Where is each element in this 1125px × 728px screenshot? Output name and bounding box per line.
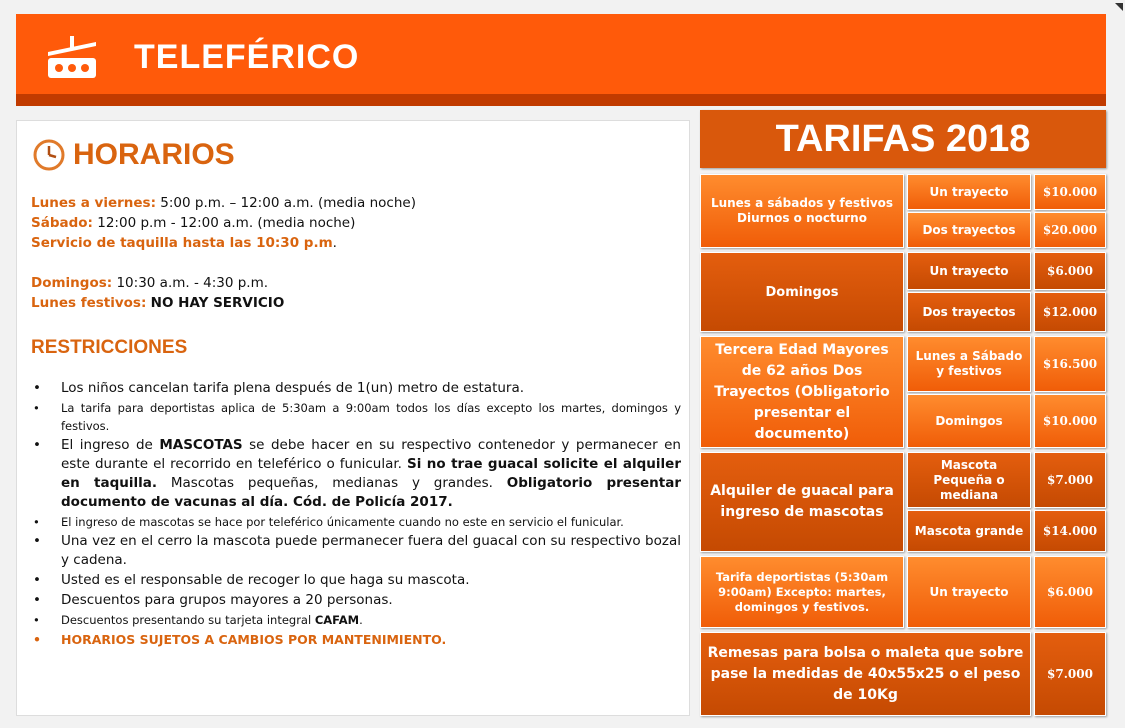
tarifa-group-label: Tercera Edad Mayores de 62 años Dos Trayectos (Obligatorio presentar el documento) — [700, 336, 904, 448]
list-item: • HORARIOS SUJETOS A CAMBIOS POR MANTENIMIENTO. — [31, 630, 681, 649]
tarifa-price: $7.000 — [1034, 452, 1106, 508]
tarifa-price: $20.000 — [1034, 212, 1106, 248]
schedule-holiday: Lunes festivos: NO HAY SERVICIO — [31, 295, 285, 311]
tarifa-group-label: Lunes a sábados y festivos Diurnos o nocturno — [700, 174, 904, 248]
page-title: TELEFÉRICO — [134, 38, 360, 76]
tarifa-price: $10.000 — [1034, 174, 1106, 210]
restricciones-title: RESTRICCIONES — [31, 337, 188, 358]
tarifa-price: $6.000 — [1034, 252, 1106, 290]
restricciones-list — [31, 379, 681, 650]
tarifa-group-label: Tarifa deportistas (5:30am 9:00am) Excepto: martes, domingos y festivos. — [700, 556, 904, 628]
tarifa-option: Mascota grande — [907, 510, 1031, 552]
schedule-ticket: Servicio de taquilla hasta las 10:30 p.m. — [31, 235, 337, 251]
tarifa-group-label: Domingos — [700, 252, 904, 332]
header-banner — [16, 14, 1106, 106]
tarifa-option: Un trayecto — [907, 252, 1031, 290]
tarifa-option: Dos trayectos — [907, 292, 1031, 332]
tarifa-group-label: Alquiler de guacal para ingreso de mascotas — [700, 452, 904, 552]
tarifa-price: $10.000 — [1034, 394, 1106, 448]
tarifas-title: TARIFAS 2018 — [700, 110, 1106, 168]
horarios-panel — [16, 120, 690, 716]
tarifa-option: Lunes a Sábado y festivos — [907, 336, 1031, 392]
list-item: • Descuentos para grupos mayores a 20 personas. — [31, 591, 681, 610]
list-item: • La tarifa para deportistas aplica de 5:30am a 9:00am todos los días excepto los martes, domingos y festivos. — [31, 399, 681, 435]
list-item: • El ingreso de mascotas se hace por teleférico únicamente cuando no este en servicio el funicular. — [31, 513, 681, 531]
schedule-sunday: Domingos: 10:30 a.m. - 4:30 p.m. — [31, 275, 269, 291]
tarifa-price: $12.000 — [1034, 292, 1106, 332]
scroll-up-icon[interactable] — [1111, 0, 1125, 14]
horarios-title: HORARIOS — [73, 138, 235, 171]
list-item: • Usted es el responsable de recoger lo que haga su mascota. — [31, 571, 681, 590]
list-item: • El ingreso de MASCOTAS se debe hacer en su respectivo contenedor y permanecer en este durante el recorrido en teleférico o funicular. Si no trae guacal solicite el alquiler en taquilla. Mascotas pequeñas, medianas y grandes. Obligatorio presentar documento de vacunas al día. Cód. de Policía 2017. — [31, 436, 681, 512]
list-item: • Una vez en el cerro la mascota puede permanecer fuera del guacal con su respectivo bozal y cadena. — [31, 532, 681, 570]
tarifa-option: Domingos — [907, 394, 1031, 448]
list-item: • Los niños cancelan tarifa plena después de 1(un) metro de estatura. — [31, 379, 681, 398]
tarifa-option: Dos trayectos — [907, 212, 1031, 248]
schedule-weekday: Lunes a viernes: 5:00 p.m. – 12:00 a.m. (media noche) — [31, 195, 416, 211]
tarifa-option: Mascota Pequeña o mediana — [907, 452, 1031, 508]
cable-car-icon — [46, 36, 98, 80]
list-item: • Descuentos presentando su tarjeta integral CAFAM. — [31, 611, 681, 629]
tarifa-price: $6.000 — [1034, 556, 1106, 628]
clock-icon — [33, 139, 65, 171]
schedule-saturday: Sábado: 12:00 p.m - 12:00 a.m. (media noche) — [31, 215, 356, 231]
tarifa-group-label: Remesas para bolsa o maleta que sobre pase la medidas de 40x55x25 o el peso de 10Kg — [700, 632, 1031, 716]
horarios-heading — [33, 135, 235, 175]
tarifa-price: $7.000 — [1034, 632, 1106, 716]
tarifa-option: Un trayecto — [907, 556, 1031, 628]
tarifa-price: $14.000 — [1034, 510, 1106, 552]
tarifa-price: $16.500 — [1034, 336, 1106, 392]
schedule-block — [31, 193, 681, 313]
tarifa-option: Un trayecto — [907, 174, 1031, 210]
